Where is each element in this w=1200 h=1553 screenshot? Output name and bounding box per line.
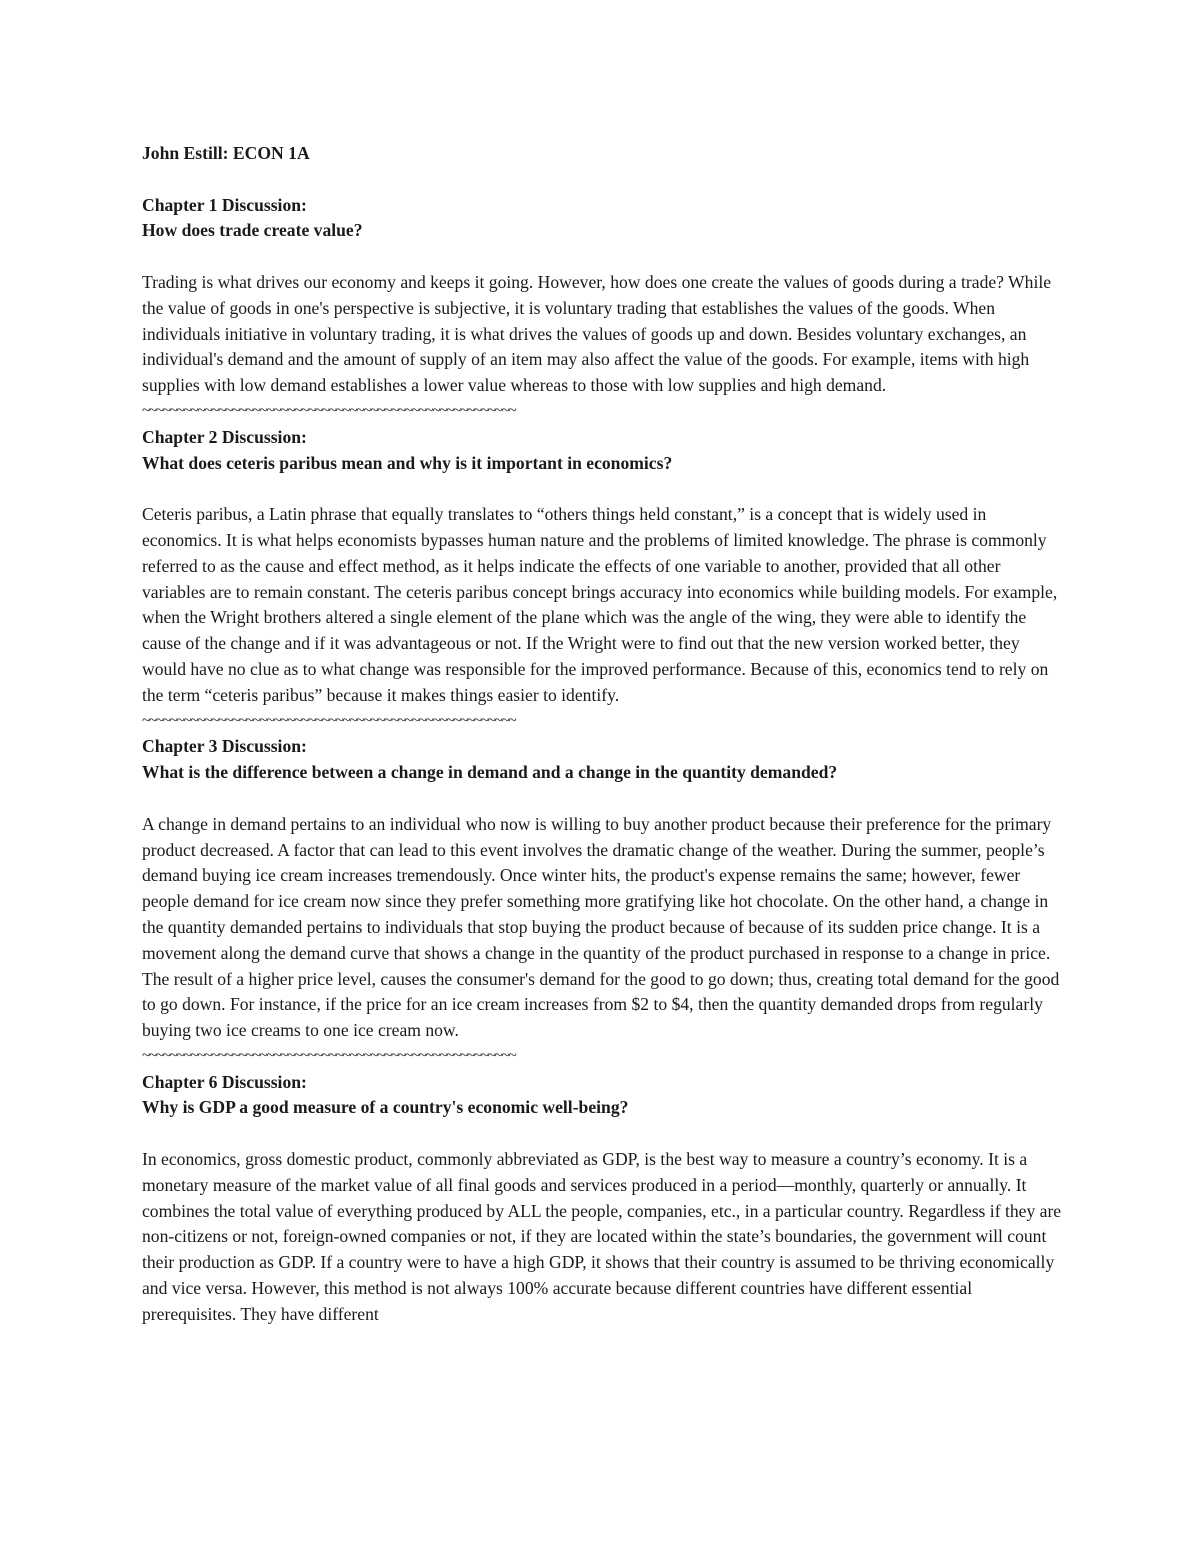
section-chapter-3 <box>142 734 1064 1044</box>
chapter-answer: Ceteris paribus, a Latin phrase that equally translates to “others things held constant,” is a concept that is widely used in economics. It is what helps economists bypasses human nature and the problems of limited knowledge. The phrase is commonly referred to as the cause and effect method, as it helps indicate the effects of one variable to another, provided that all other variables are to remain constant. The ceteris paribus concept brings accuracy into economics while building models. For example, when the Wright brothers altered a single element of the plane which was the angle of the wing, they were able to identify the cause of the change and if it was advantageous or not. If the Wright were to find out that the new version worked better, they would have no clue as to what change was responsible for the improved performance. Because of this, economics tend to rely on the term “ceteris paribus” because it makes things easier to identify. <box>142 504 1058 705</box>
chapter-answer: A change in demand pertains to an individual who now is willing to buy another product because their preference for the primary product decreased. A factor that can lead to this event involves the dramatic change of the weather. During the summer, people’s demand buying ice cream increases tremendously. Once winter hits, the product's expense remains the same; however, fewer people demand for ice cream now since they prefer something more gratifying like hot chocolate. On the other hand, a change in the quantity demanded pertains to individuals that stop buying the product because of because of its sudden price change. It is a movement along the demand curve that shows a change in the quantity of the product purchased in response to a change in price. The result of a higher price level, causes the consumer's demand for the good to go down; thus, creating total demand for the good to go down. For instance, if the price for an ice cream increases from $2 to $4, then the quantity demanded drops from regularly buying two ice creams to one ice cream now. <box>142 813 1060 1041</box>
section-divider: ~~~~~~~~~~~~~~~~~~~~~~~~~~~~~~~~~~~~~~~~~~~~~~~~~~~~~~ <box>142 1047 516 1064</box>
chapter-question: How does trade create value? <box>142 220 363 241</box>
chapter-question: Why is GDP a good measure of a country's economic well-being? <box>142 1097 629 1118</box>
section-divider: ~~~~~~~~~~~~~~~~~~~~~~~~~~~~~~~~~~~~~~~~~~~~~~~~~~~~~~ <box>142 402 516 419</box>
chapter-title: Chapter 2 Discussion: <box>142 426 307 447</box>
section-chapter-2 <box>142 425 1064 709</box>
section-divider: ~~~~~~~~~~~~~~~~~~~~~~~~~~~~~~~~~~~~~~~~~~~~~~~~~~~~~~ <box>142 712 516 729</box>
section-chapter-6 <box>142 1070 1064 1328</box>
section-chapter-1 <box>142 193 1064 399</box>
chapter-title: Chapter 1 Discussion: <box>142 194 307 215</box>
chapter-title: Chapter 3 Discussion: <box>142 736 307 757</box>
author-line: John Estill: ECON 1A <box>142 143 310 163</box>
chapter-title: Chapter 6 Discussion: <box>142 1071 307 1092</box>
chapter-question: What does ceteris paribus mean and why is it important in economics? <box>142 452 673 473</box>
chapter-answer: Trading is what drives our economy and keeps it going. However, how does one create the values of goods during a trade? While the value of goods in one's perspective is subjective, it is voluntary trading that establishes the values of the goods. When individuals initiative in voluntary trading, it is what drives the values of goods up and down. Besides voluntary exchanges, an individual's demand and the amount of supply of an item may also affect the value of the goods. For example, items with high supplies with low demand establishes a lower value whereas to those with low supplies and high demand. <box>142 271 1052 396</box>
document-body <box>142 141 1064 1328</box>
chapter-answer: In economics, gross domestic product, commonly abbreviated as GDP, is the best way to measure a country’s economy. It is a monetary measure of the market value of all final goods and services produced in a period—monthly, quarterly or annually. It combines the total value of everything produced by ALL the people, companies, etc., in a particular country. Regardless if they are non-citizens or not, foreign-owned companies or not, if they are located within the state’s boundaries, the government will count their production as GDP. If a country were to have a high GDP, it shows that their country is assumed to be thriving economically and vice versa. However, this method is not always 100% accurate because different countries have different essential prerequisites. They have different <box>142 1149 1062 1324</box>
chapter-question: What is the difference between a change in demand and a change in the quantity demanded? <box>142 762 838 783</box>
